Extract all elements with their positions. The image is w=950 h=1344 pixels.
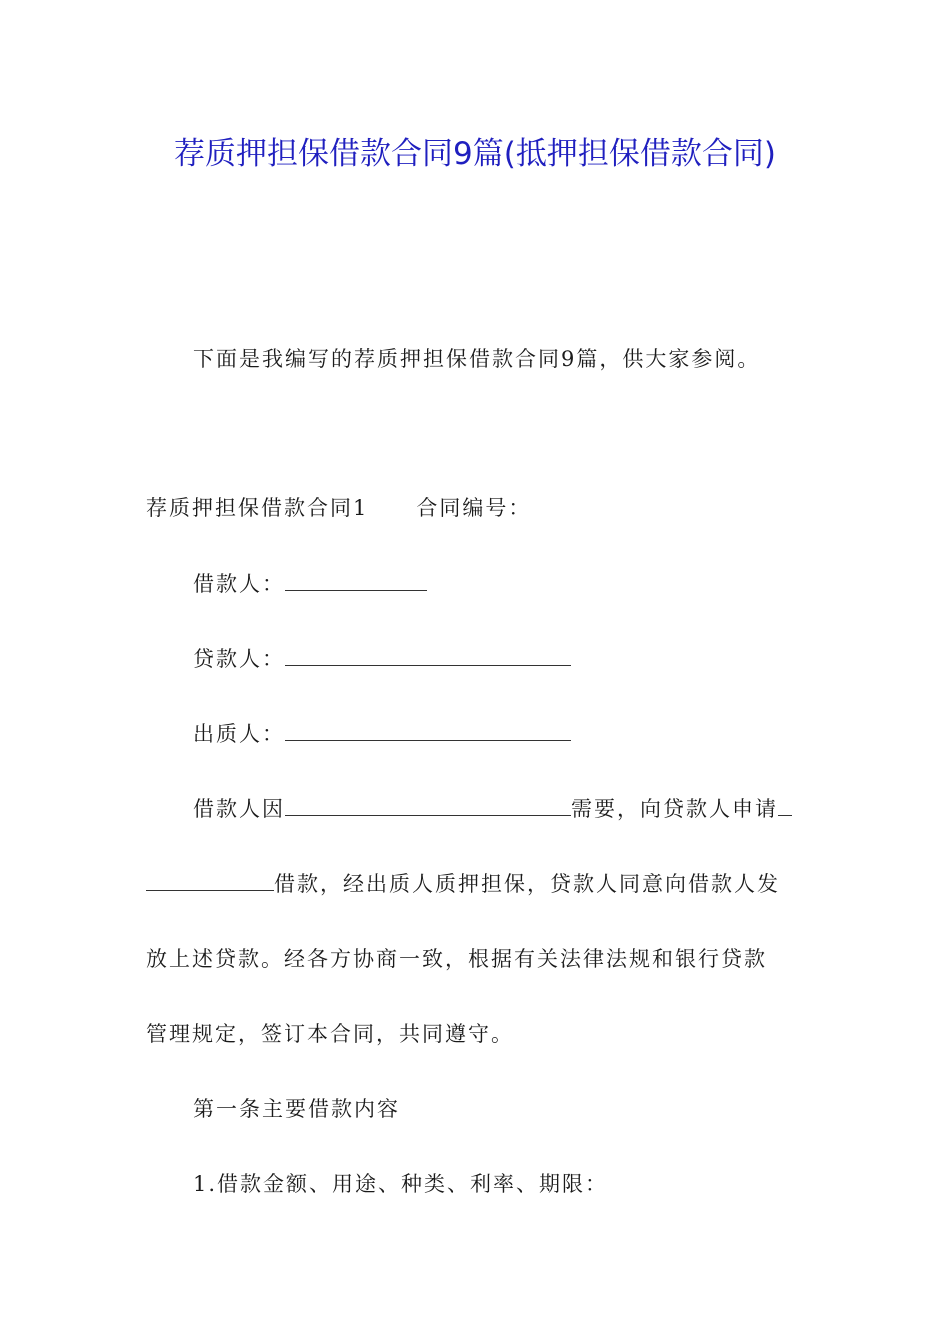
pledger-label: 出质人： [193, 722, 285, 746]
para1-line2 [146, 870, 780, 898]
purpose-blank [285, 797, 571, 816]
lender-line [193, 645, 571, 673]
para1-line2-text: 借款，经出质人质押担保，贷款人同意向借款人发 [274, 872, 780, 896]
para1-mid: 需要，向贷款人申请 [571, 797, 778, 821]
borrower-blank [285, 572, 427, 591]
lender-blank [285, 647, 571, 666]
borrower-line [193, 570, 427, 598]
borrower-label: 借款人： [193, 572, 285, 596]
para1-start: 借款人因 [193, 797, 285, 821]
pledger-line [193, 720, 571, 748]
lender-label: 贷款人： [193, 647, 285, 671]
para1-line1 [193, 795, 792, 823]
pledger-blank [285, 722, 571, 741]
contract-heading-line [146, 494, 531, 522]
amount-blank-end [146, 872, 274, 891]
para1-line3: 放上述贷款。经各方协商一致，根据有关法律法规和银行贷款 [146, 947, 767, 971]
article-1-heading: 第一条主要借款内容 [193, 1097, 400, 1121]
amount-blank-start [778, 797, 792, 816]
intro-paragraph: 下面是我编写的荐质押担保借款合同9篇，供大家参阅。 [193, 347, 761, 371]
document-title: 荐质押担保借款合同9篇(抵押担保借款合同) [174, 136, 776, 172]
item-1: 1.借款金额、用途、种类、利率、期限： [193, 1172, 609, 1196]
contract-number-label: 合同编号： [416, 496, 532, 520]
para1-line4: 管理规定，签订本合同，共同遵守。 [146, 1022, 514, 1046]
contract-heading: 荐质押担保借款合同1 [146, 496, 369, 520]
